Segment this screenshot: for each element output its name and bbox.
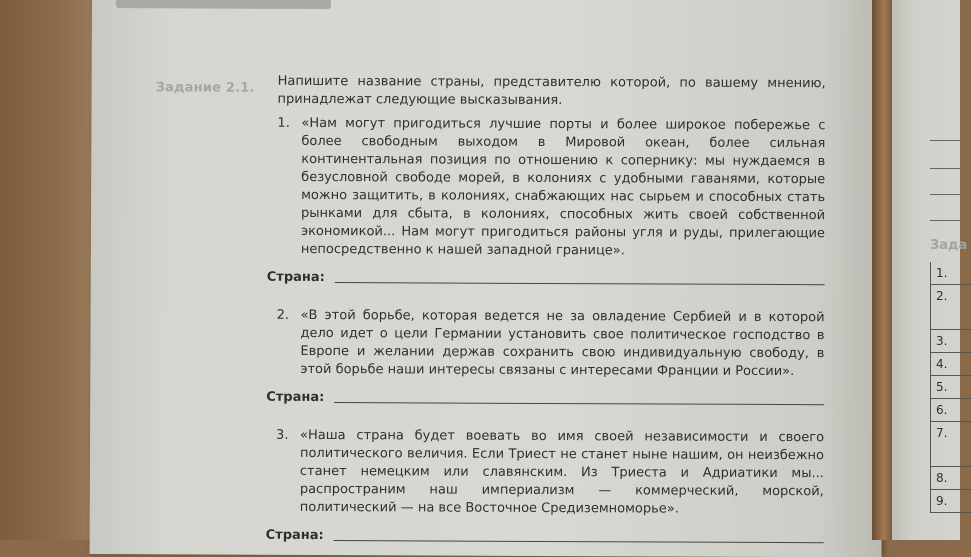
statement-item-3 [276, 427, 825, 519]
task-content [265, 73, 826, 547]
answer-line-3[interactable] [334, 539, 824, 543]
statement-text: «Нам могут пригодиться лучшие порты и более широкое побережье с более свободным выходом в Мировой океан, более сильная континентальная позиция по отношению к сопернику: мы нуждаемся в безусловной свободе морей, в колониях с удобными гаванями, которые можно защитить, в колониях, снабжающих нас сырьем и способных стать рынками для сбыта, в колониях, способных жить своей собственной экономикой... Нам могут пригодиться районы угля и руды, прилегающие непосредственно к нашей западной границе». [300, 115, 826, 259]
answer-line [930, 220, 960, 221]
answer-line-1[interactable] [335, 281, 825, 285]
table-row: 6. [931, 399, 971, 422]
table-row: 9. [931, 490, 971, 513]
answer-line [930, 140, 960, 141]
table-row: 8. [931, 467, 971, 490]
statement-number: 1. [277, 115, 290, 131]
answer-row-1 [267, 267, 825, 289]
table-row: 3. [931, 330, 971, 353]
statement-number: 3. [276, 427, 289, 443]
table-row: 5. [931, 376, 971, 399]
statement-item-2 [276, 307, 825, 381]
statement-item-1 [277, 115, 826, 261]
answer-line-2[interactable] [334, 401, 824, 405]
answer-line [930, 168, 960, 169]
table-row: 2. [931, 285, 971, 330]
task-label: Задание 2.1. [155, 80, 255, 96]
table-row: 1. [931, 262, 971, 285]
statement-text: «В этой борьбе, которая ведется не за овладение Сербией и в которой дело идет о цели Германии установить свое политическое господство в Европе и желании держав сохранить свою индивидуальную свободу, в этой борьбе наши интересы связаны с интересами Франции и России». [300, 307, 825, 380]
answer-line [930, 194, 960, 195]
statement-text: «Наша страна будет воевать во имя своей независимости и своего политического величия. Если Триест не станет ныне нашим, он неизбежно станет немецким или славянским. Из Триеста и Адриатики мы... распространим наш империализм — коммерческий, морской, политический — на все Восточное Средиземноморье». [299, 427, 825, 517]
table-row: 4. [931, 353, 971, 376]
task-instructions: Напишите название страны, представителю которой, по вашему мнению, принадлежат следующие высказывания. [277, 73, 826, 109]
table-row: 7. [931, 422, 971, 467]
next-task-label: Зада [930, 238, 968, 253]
desk-surface [0, 0, 96, 540]
workbook-page [90, 0, 884, 557]
header-shape [116, 0, 331, 9]
statement-number: 2. [276, 307, 290, 323]
answer-row-3 [266, 525, 824, 547]
answer-label: Страна: [266, 389, 325, 406]
answer-label: Страна: [266, 269, 325, 286]
answer-label: Страна: [265, 527, 324, 544]
answer-row-2 [266, 387, 824, 409]
next-page-table [930, 262, 971, 513]
